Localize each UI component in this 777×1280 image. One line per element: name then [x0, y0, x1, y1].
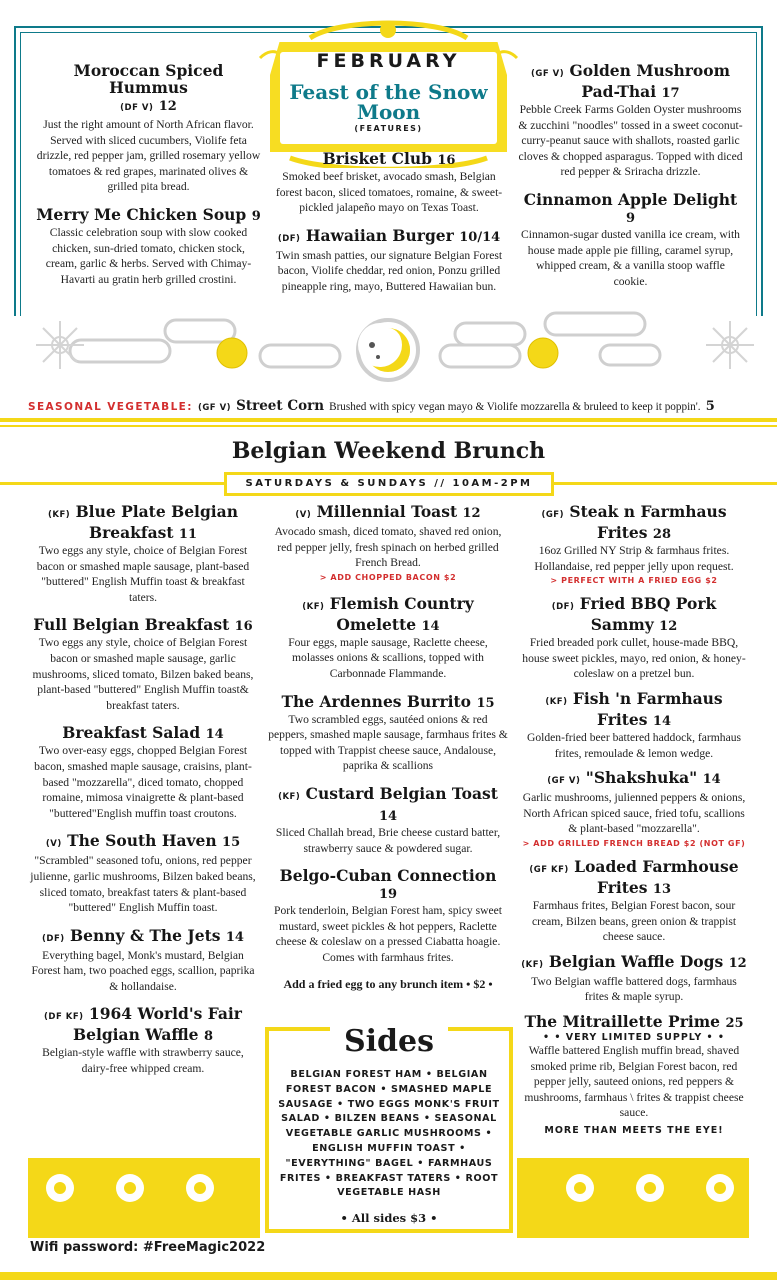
menu-item [518, 858, 750, 945]
item-description: Two scrambled eggs, sautéed onions & red peppers, smashed maple sausage, farmhaus frites & topped with Trappist cheese sauce, Andalouse, paprika & scallions [268, 712, 508, 773]
item-footer-note: MORE THAN MEETS THE EYE! [544, 1124, 724, 1136]
item-description: Everything bagel, Monk's mustard, Belgian Forest ham, two poached eggs, scallion, paprika & hollandaise. [31, 948, 255, 993]
item-description: Fried breaded pork cullet, house-made BBQ, house sweet pickles, mayo, red onion, & honey-coleslaw on a pretzel bun. [522, 636, 746, 681]
item-description: Just the right amount of North African flavor. Served with sliced cucumbers, Violife feta drizzle, red pepper jam, grilled rosemary yellow tomatoes & red grapes, marinated olives & grilled pita bread. [36, 118, 261, 194]
menu-item [268, 867, 508, 965]
item-name: The Mitraillette Prime 25 [524, 1011, 744, 1031]
feature-subtitle: (FEATURES) [354, 124, 423, 133]
item-name: Cinnamon Apple Delight 9 [523, 189, 738, 226]
item-description: Two Belgian waffle battered dogs, farmhaus frites & maple syrup. [531, 974, 737, 1004]
item-name: The Ardennes Burrito 15 [281, 691, 495, 711]
menu-item [268, 693, 508, 774]
item-description: Avocado smash, diced tomato, shaved red onion, red pepper jelly, fresh spinach on herbed grilled French Bread. [274, 525, 502, 570]
add-on-note: > PERFECT WITH A FRIED EGG $2 [550, 576, 718, 586]
divider [0, 425, 777, 427]
menu-item [274, 150, 504, 216]
item-name: (DF KF) 1964 World's Fair Belgian Waffle 8 [44, 1004, 242, 1045]
menu-item [30, 616, 256, 713]
item-description: Garlic mushrooms, julienned peppers & onions, North African spiced sauce, fried tofu, scallions & plant-based "mozzarella". [522, 791, 746, 836]
menu-item [268, 595, 508, 682]
brunch-title: Belgian Weekend Brunch [231, 438, 546, 464]
seasonal-price: 5 [705, 399, 715, 414]
item-description: Sliced Challah bread, Brie cheese custard batter, strawberry sauce & powdered sugar. [275, 825, 501, 855]
brunch-hours: SATURDAYS & SUNDAYS // 10AM-2PM [224, 472, 554, 496]
wifi-password: Wifi password: #FreeMagic2022 [30, 1240, 266, 1255]
add-on-note: > ADD CHOPPED BACON $2 [319, 572, 457, 582]
item-description: Classic celebration soup with slow cooked chicken, sun-dried tomato, chicken stock, cream, garlic & herbs. Served with Chimay-Havarti au gratin herb grilled crostini. [45, 225, 252, 286]
item-name: (GF KF) Loaded Farmhouse Frites 13 [529, 856, 739, 897]
divider [0, 418, 777, 422]
item-name: (KF) Fish 'n Farmhaus Frites 14 [545, 688, 723, 729]
item-name: (DF) Hawaiian Burger 10/14 [277, 225, 501, 245]
menu-item [518, 1013, 750, 1136]
item-name: Breakfast Salad 14 [62, 723, 224, 743]
seasonal-label: SEASONAL VEGETABLE: [28, 401, 193, 413]
menu-item [36, 62, 261, 195]
item-description: Waffle battered English muffin bread, shaved smoked prime rib, Belgian Forest bacon, red pepper jelly, sauteed onions, red peppers & mushrooms, farmhaus \ frites & trappist cheese sauce. [524, 1043, 744, 1120]
item-name: (GF V) "Shakshuka" 14 [547, 768, 721, 788]
snow-cloud-decoration-icon [0, 305, 777, 385]
item-description: Farmhaus frites, Belgian Forest bacon, sour cream, Bilzen beans, green onion & trappist cheese sauce. [531, 898, 737, 944]
february-center-column [274, 150, 504, 306]
add-egg-note: Add a fried egg to any brunch item • $2 • [283, 976, 493, 991]
item-description: Smoked beef brisket, avocado smash, Belgian forest bacon, sliced tomatoes, romaine, & sweet-pickled jalapeño mayo on Texas Toast. [275, 170, 503, 215]
menu-item [518, 769, 750, 850]
sides-title: Sides [330, 1022, 448, 1062]
seasonal-name: Street Corn [236, 398, 325, 414]
february-right-column [518, 62, 743, 300]
item-name: Brisket Club 16 [322, 149, 456, 168]
item-description: Pebble Creek Farms Golden Oyster mushrooms & zucchini "noodles" tossed in a sweet coconut-curry-peanut sauce with shallots, roasted garlic cloves & chopped asparagus. Topped with diced red pepper & Sriracha drizzle. [518, 103, 743, 179]
item-description: Two over-easy eggs, chopped Belgian Forest bacon, smashed maple sausage, craisins, plant-based "mozzarella", diced tomato, chopped romaine, mimosa vinaigrette & plant-based "buttered"English muffin toast croutons. [34, 744, 252, 820]
brunch-column-3 [518, 503, 750, 1147]
menu-item [274, 227, 504, 295]
menu-item [30, 1005, 256, 1076]
item-name: (DF) Fried BBQ Pork Sammy 12 [551, 594, 717, 635]
item-name: (KF) Blue Plate Belgian Breakfast 11 [48, 502, 238, 542]
menu-item [268, 503, 508, 584]
menu-item [518, 690, 750, 761]
seasonal-description: Brushed with spicy vegan mayo & Violife mozzarella & bruleed to keep it poppin'. [329, 401, 701, 413]
item-description: Belgian-style waffle with strawberry sauce, dairy-free whipped cream. [42, 1046, 244, 1076]
february-month: FEBRUARY [316, 50, 461, 72]
item-description: Four eggs, maple sausage, Raclette cheese, molasses onions & scallions, topped with Carbonnade Flammande. [288, 635, 488, 680]
item-description: 16oz Grilled NY Strip & farmhaus frites. Hollandaise, red pepper jelly upon request. [534, 544, 734, 573]
item-name: Moroccan Spiced Hummus (DF V) 12 [73, 61, 224, 114]
menu-item [518, 62, 743, 180]
item-name: Belgo-Cuban Connection 19 [279, 866, 497, 903]
item-name: (GF) Steak n Farmhaus Frites 28 [541, 502, 727, 542]
sides-price: • All sides $3 • [340, 1211, 438, 1225]
feature-title: Feast of the Snow Moon [289, 80, 488, 124]
menu-item [30, 927, 256, 995]
menu-item [518, 503, 750, 587]
seasonal-vegetable [28, 395, 768, 414]
item-name: (DF) Benny & The Jets 14 [42, 925, 244, 945]
sides-list: BELGIAN FOREST HAM • BELGIAN FOREST BACON • SMASHED MAPLE SAUSAGE • TWO EGGS MONK'S FRUIT SALAD • BILZEN BEANS • SEASONAL VEGETABLE GARLIC MUSHROOMS • ENGLISH MUFFIN TOAST • "EVERYTHING" BAGEL • FARMHAUS FRITES • BREAKFAST TATERS • ROOT VEGETABLE HASH [278, 1069, 500, 1199]
add-on-note: > ADD GRILLED FRENCH BREAD $2 (NOT GF) [522, 838, 746, 848]
item-name: (KF) Custard Belgian Toast 14 [278, 783, 498, 824]
item-name: (KF) Flemish Country Omelette 14 [302, 593, 474, 634]
seasonal-tag: (GF V) [197, 403, 232, 413]
menu-item [30, 503, 256, 605]
item-name: (KF) Belgian Waffle Dogs 12 [521, 951, 747, 971]
item-description: Two eggs any style, choice of Belgian Forest bacon or smashed maple sausage, garlic mushrooms, sliced tomato, Bilzen baked beans, plant-based "buttered" English Muffin toast& breakfast taters. [32, 636, 254, 712]
menu-item [36, 206, 261, 287]
menu-item [518, 595, 750, 682]
item-description: Two eggs any style, choice of Belgian Forest bacon or smashed maple sausage, plant-based "buttered" English Muffin toast & breakfast taters. [36, 544, 250, 604]
item-description: "Scrambled" seasoned tofu, onions, red pepper julienne, garlic mushrooms, Bilzen baked beans, sliced tomato, breakfast taters & plant-based "buttered" English Muffin toast. [30, 854, 256, 915]
item-name: Merry Me Chicken Soup 9 [36, 204, 261, 224]
item-name: (V) The South Haven 15 [45, 831, 241, 851]
item-name: (V) Millennial Toast 12 [295, 502, 481, 521]
limited-supply-note: • • VERY LIMITED SUPPLY • • [542, 1031, 725, 1043]
menu-item [268, 785, 508, 856]
menu-item [518, 191, 743, 289]
brunch-column-2 [268, 503, 508, 992]
menu-item [30, 724, 256, 821]
february-left-column [36, 62, 261, 298]
item-name: (GF V) Golden Mushroom Pad-Thai 17 [531, 61, 730, 101]
menu-item [518, 953, 750, 1005]
item-description: Pork tenderloin, Belgian Forest ham, spicy sweet mustard, sweet pickles & hot peppers, Raclette cheese & coleslaw on a pressed Ciabatta hoagie. Comes with farmhaus frites. [274, 904, 502, 964]
brunch-column-1 [30, 503, 256, 1088]
menu-item [30, 832, 256, 915]
item-description: Cinnamon-sugar dusted vanilla ice cream, with house made apple pie filling, caramel syrup, whipped cream, & a vanilla stoop waffle cookie. [521, 227, 740, 288]
item-name: Full Belgian Breakfast 16 [33, 615, 253, 635]
item-description: Golden-fried beer battered haddock, farmhaus frites, remoulade & lemon wedge. [526, 730, 742, 760]
item-description: Twin smash patties, our signature Belgian Forest bacon, Violife cheddar, red onion, Ponzu grilled pineapple ring, mayo, Buttered Hawaiian bun. [275, 248, 503, 293]
